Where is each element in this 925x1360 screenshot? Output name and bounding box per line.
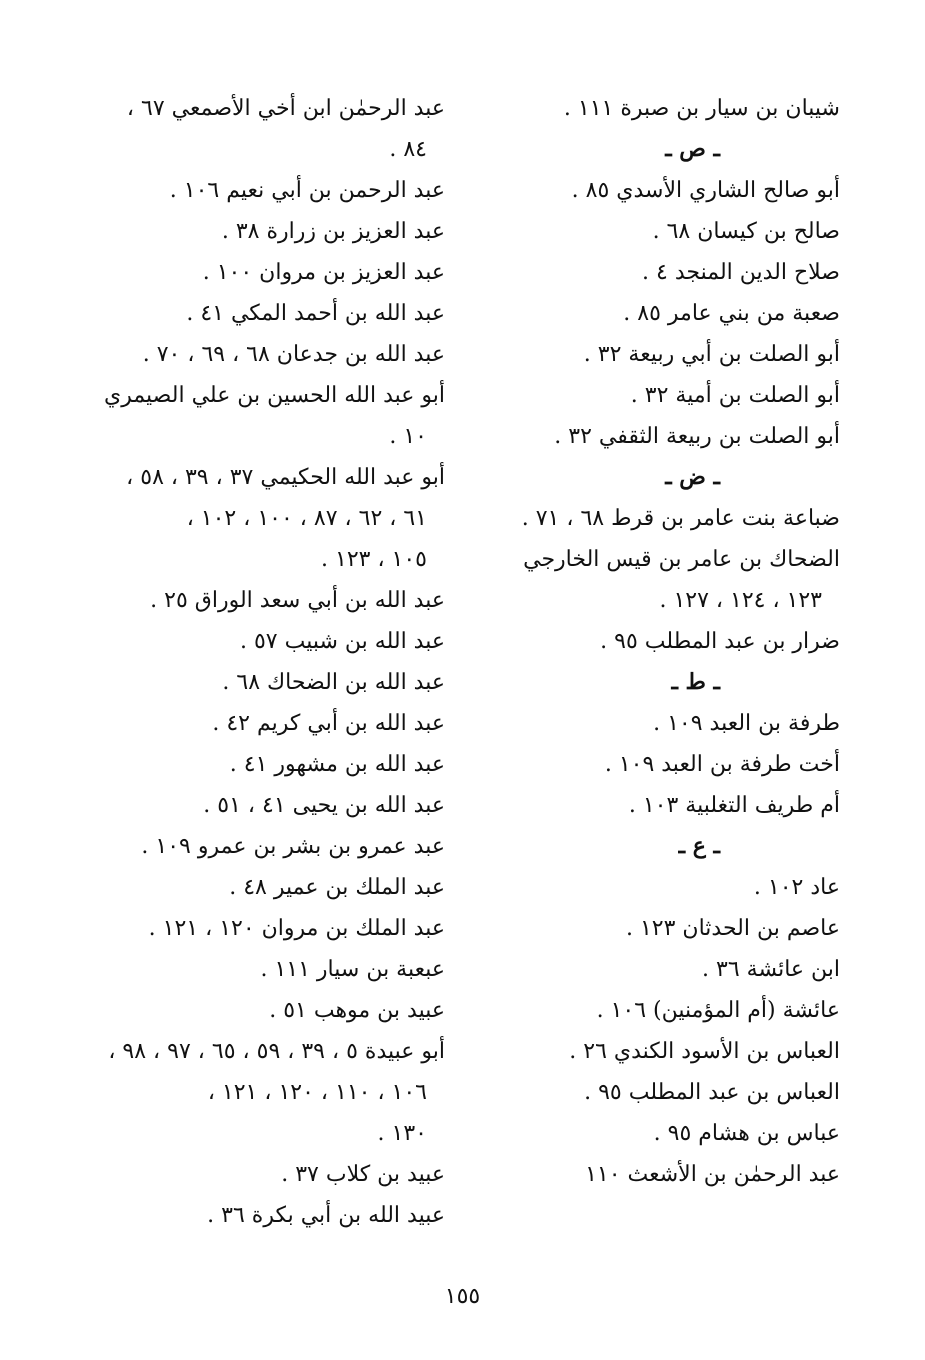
index-entry: عبيد بن كلاب ٣٧ . bbox=[281, 1162, 445, 1187]
index-entry: العباس بن الأسود الكندي ٢٦ . bbox=[569, 1039, 840, 1064]
index-entry: عبد العزيز بن مروان ١٠٠ . bbox=[202, 260, 445, 285]
index-entry: شيبان بن سيار بن صبرة ١١١ . bbox=[563, 96, 840, 121]
index-entry: ضباعة بنت عامر بن قرط ٦٨ ، ٧١ . bbox=[521, 506, 840, 531]
index-entry: صالح بن كيسان ٦٨ . bbox=[652, 219, 840, 244]
index-entry: أبو الصلت بن أبي ربيعة ٣٢ . bbox=[583, 342, 840, 367]
index-entry: أبو عبد الله الحسين بن علي الصيمري bbox=[103, 383, 445, 408]
index-entry: أبو عبيدة ٥ ، ٣٩ ، ٥٩ ، ٦٥ ، ٩٧ ، ٩٨ ، bbox=[108, 1039, 445, 1064]
index-entry-continuation: ١٠٦ ، ١١٠ ، ١٢٠ ، ١٢١ ، bbox=[207, 1080, 427, 1105]
index-entry-continuation: ١٠ . bbox=[389, 424, 427, 449]
index-entry: عبيد بن موهب ٥١ . bbox=[269, 998, 445, 1023]
index-entry-continuation: ٨٤ . bbox=[389, 137, 427, 162]
index-entry-continuation: ١٢٣ ، ١٢٤ ، ١٢٧ . bbox=[659, 588, 822, 613]
index-entry-continuation: ١٣٠ . bbox=[377, 1121, 427, 1146]
index-entry: العباس بن عبد المطلب ٩٥ . bbox=[584, 1080, 840, 1105]
index-entry: ابن عائشة ٣٦ . bbox=[702, 957, 840, 982]
index-entry: عبد الله بن أبي كريم ٤٢ . bbox=[212, 711, 445, 736]
index-entry: أبو الصلت بن ربيعة الثقفي ٣٢ . bbox=[554, 424, 840, 449]
index-entry: عبد الرحمٰن ابن أخي الأصمعي ٦٧ ، bbox=[126, 96, 445, 121]
index-entry: عبد الله بن أحمد المكي ٤١ . bbox=[186, 301, 445, 326]
index-entry-continuation: ١٠٥ ، ١٢٣ . bbox=[321, 547, 427, 572]
index-entry: عبد الملك بن عمير ٤٨ . bbox=[229, 875, 445, 900]
index-entry: الضحاك بن عامر بن قيس الخارجي bbox=[523, 547, 840, 572]
index-entry: عاصم بن الحدثان ١٢٣ . bbox=[625, 916, 840, 941]
index-entry: أبو صالح الشاري الأسدي ٨٥ . bbox=[571, 178, 840, 203]
index-entry: عبد العزيز بن زرارة ٣٨ . bbox=[221, 219, 445, 244]
index-entry: صعبة من بني عامر ٨٥ . bbox=[623, 301, 840, 326]
index-entry: أبو الصلت بن أمية ٣٢ . bbox=[630, 383, 840, 408]
index-entry: عبد الله بن جدعان ٦٨ ، ٦٩ ، ٧٠ . bbox=[142, 342, 445, 367]
letter-heading: ـ ض ـ bbox=[665, 464, 720, 490]
index-entry: عبد الملك بن مروان ١٢٠ ، ١٢١ . bbox=[148, 916, 445, 941]
page-number: ١٥٥ bbox=[444, 1284, 481, 1309]
index-entry: أخت طرفة بن العبد ١٠٩ . bbox=[604, 752, 840, 777]
index-entry-continuation: ٦١ ، ٦٢ ، ٨٧ ، ١٠٠ ، ١٠٢ ، bbox=[186, 506, 427, 531]
index-entry: عبد عمرو بن بشر بن عمرو ١٠٩ . bbox=[141, 834, 445, 859]
letter-heading: ـ ص ـ bbox=[665, 136, 720, 162]
index-entry: عبيد الله بن أبي بكرة ٣٦ . bbox=[207, 1203, 445, 1228]
index-entry: عبد الله بن يحيى ٤١ ، ٥١ . bbox=[203, 793, 445, 818]
index-entry: عبد الرحمن بن أبي نعيم ١٠٦ . bbox=[169, 178, 445, 203]
letter-heading: ـ ع ـ bbox=[678, 833, 720, 859]
index-entry: عاد ١٠٢ . bbox=[753, 875, 840, 900]
index-entry: طرفة بن العبد ١٠٩ . bbox=[653, 711, 840, 736]
index-entry: عبد الله بن مشهور ٤١ . bbox=[229, 752, 445, 777]
letter-heading: ـ ط ـ bbox=[671, 669, 720, 695]
index-entry: أم طريف التغلبية ١٠٣ . bbox=[628, 793, 840, 818]
index-column-right bbox=[480, 88, 840, 1195]
index-entry: صلاح الدين المنجد ٤ . bbox=[642, 260, 840, 285]
index-entry: ضرار بن عبد المطلب ٩٥ . bbox=[600, 629, 840, 654]
index-entry: عبد الرحمٰن بن الأشعث ١١٠ bbox=[585, 1162, 840, 1187]
index-entry: عبد الله بن شبيب ٥٧ . bbox=[239, 629, 445, 654]
index-entry: عبد الله بن الضحاك ٦٨ . bbox=[222, 670, 445, 695]
index-entry: عبد الله بن أبي سعد الوراق ٢٥ . bbox=[150, 588, 445, 613]
index-entry: عبعبة بن سيار ١١١ . bbox=[260, 957, 445, 982]
index-entry: أبو عبد الله الحكيمي ٣٧ ، ٣٩ ، ٥٨ ، bbox=[126, 465, 445, 490]
index-entry: عباس بن هشام ٩٥ . bbox=[653, 1121, 840, 1146]
index-entry: عائشة (أم المؤمنين) ١٠٦ . bbox=[596, 998, 840, 1023]
index-column-left bbox=[75, 88, 445, 1236]
